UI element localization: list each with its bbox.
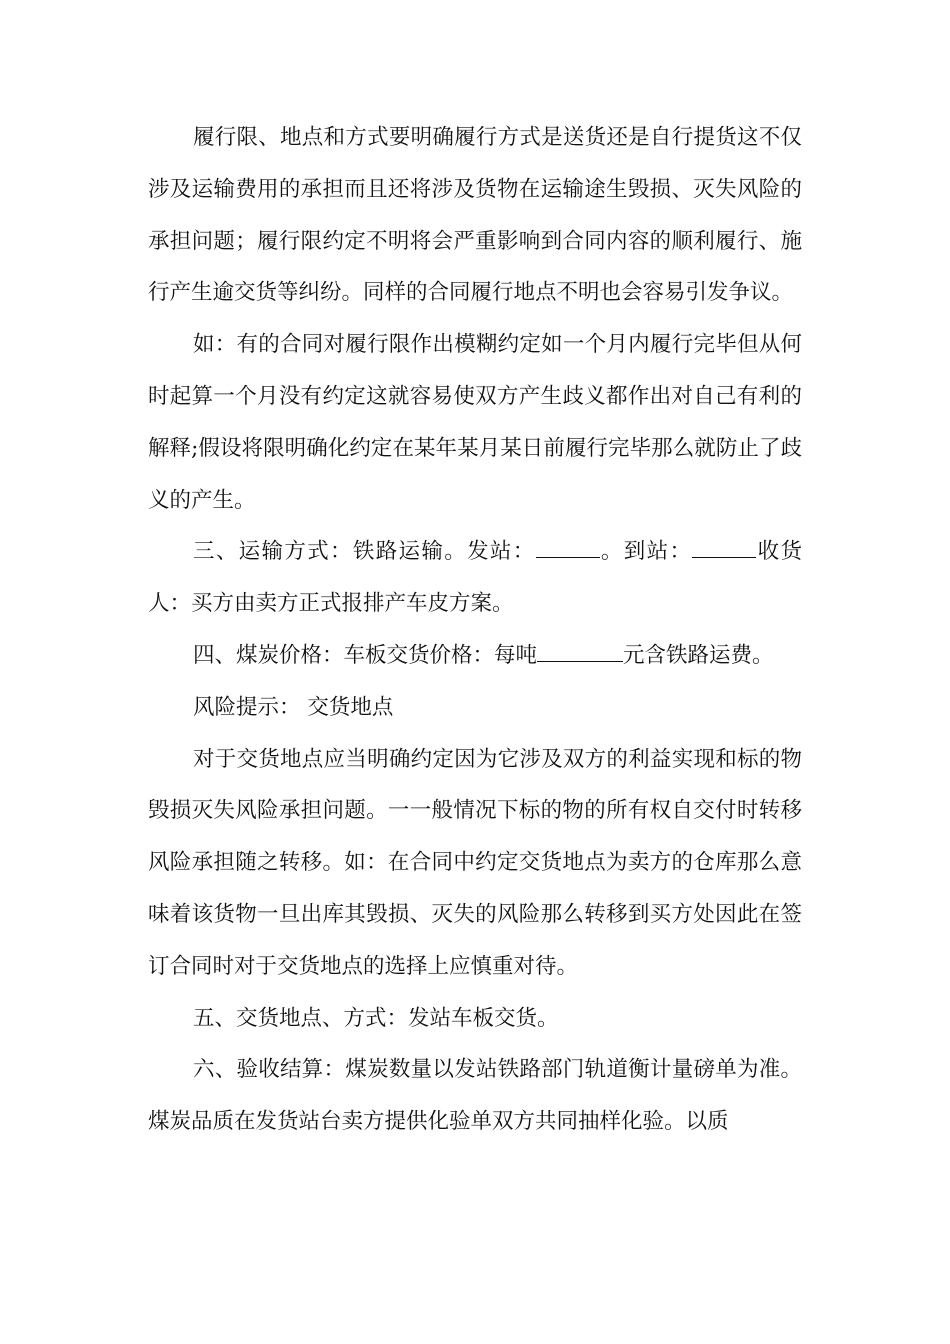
transport-text-start: 三、运输方式：铁路运输。发站：	[193, 539, 536, 565]
arrival-station-blank	[692, 539, 756, 558]
paragraph-example-deadline: 如：有的合同对履行限作出模糊约定如一个月内履行完毕但从何时起算一个月没有约定这就容易使双方产生歧义都作出对自己有利的解释;假设将限明确化约定在某年某月某日前履行完毕那么就防止了歧义的产生。	[148, 332, 802, 513]
price-per-ton-blank	[537, 643, 623, 662]
transport-text-end: 收货人：买方由卖方正式报排产车皮方案。	[148, 539, 802, 617]
price-text-start: 四、煤炭价格：车板交货价格：每吨	[193, 642, 538, 668]
document-page	[148, 112, 802, 1148]
paragraph-risk-heading: 风险提示： 交货地点	[193, 694, 394, 720]
departure-station-blank	[536, 539, 600, 558]
paragraph-transport-method	[148, 526, 802, 630]
price-text-end: 元含铁路运费。	[623, 642, 774, 668]
paragraph-coal-price	[148, 630, 802, 682]
paragraph-acceptance-settlement: 六、验收结算：煤炭数量以发站铁路部门轨道衡计量磅单为准。煤炭品质在发货站台卖方提供化验单双方共同抽样化验。以质	[148, 1057, 802, 1135]
paragraph-delivery-location-risk: 对于交货地点应当明确约定因为它涉及双方的利益实现和标的物毁损灭失风险承担问题。一一般情况下标的物的所有权自交付时转移风险承担随之转移。如：在合同中约定交货地点为卖方的仓库那么意味着该货物一旦出库其毁损、灭失的风险那么转移到买方处因此在签订合同时对于交货地点的选择上应慎重对待。	[148, 746, 802, 979]
transport-text-middle: 。到站：	[599, 539, 693, 565]
paragraph-delivery-method: 五、交货地点、方式：发站车板交货。	[193, 1005, 559, 1031]
paragraph-performance-terms: 履行限、地点和方式要明确履行方式是送货还是自行提货这不仅涉及运输费用的承担而且还将涉及货物在运输途生毁损、灭失风险的承担问题；履行限约定不明将会严重影响到合同内容的顺利履行、施行产生逾交货等纠纷。同样的合同履行地点不明也会容易引发争议。	[148, 125, 802, 306]
